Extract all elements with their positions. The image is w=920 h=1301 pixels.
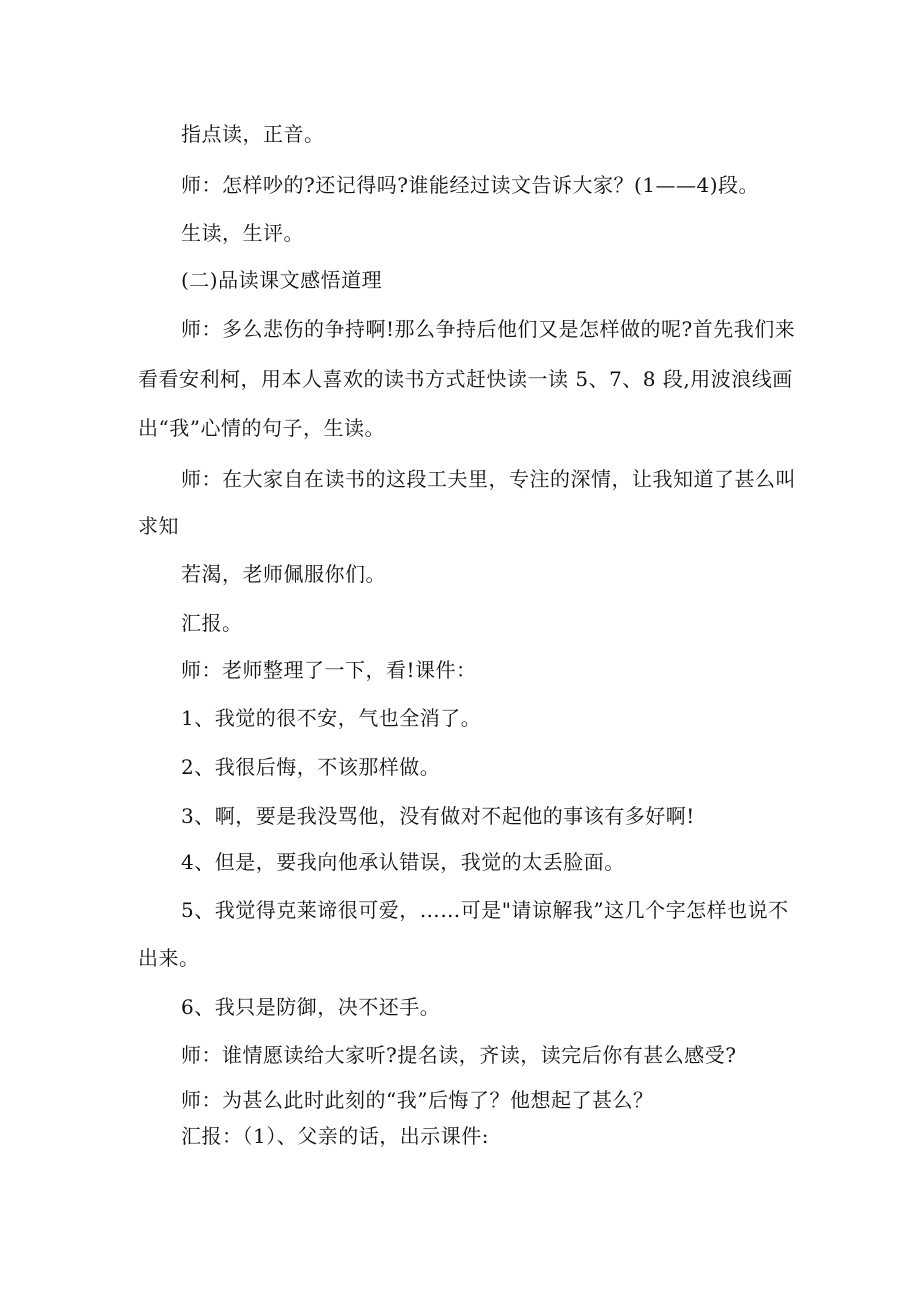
text-line: 出来。	[138, 946, 200, 970]
text-line: 师：在大家自在读书的这段工夫里，专注的深情，让我知道了甚么叫	[181, 467, 796, 491]
text-line: 汇报。	[181, 611, 243, 635]
text-line: 师：老师整理了一下，看!课件：	[181, 658, 477, 682]
list-item: 4、但是，要我向他承认错误，我觉的太丢脸面。	[181, 850, 625, 874]
list-item: 6、我只是防御，决不还手。	[181, 995, 441, 1019]
text-line: 看看安利柯，用本人喜欢的读书方式赶快读一读 5、7、8 段,用波浪线画	[138, 367, 793, 391]
text-line: 指点读，正音。	[181, 122, 325, 146]
list-item: 1、我觉的很不安，气也全消了。	[181, 706, 482, 730]
text-line: 出“我”心情的句子，生读。	[138, 416, 385, 440]
text-line: 求知	[138, 514, 179, 538]
list-item: 2、我很后悔，不该那样做。	[181, 755, 441, 779]
text-line: 汇报：（1）、父亲的话，出示课件:	[181, 1124, 489, 1148]
list-item: 3、啊，要是我没骂他，没有做对不起他的事该有多好啊!	[181, 804, 695, 828]
list-item: 5、我觉得克莱谛很可爱，……可是"请谅解我”这几个字怎样也说不	[181, 898, 789, 922]
text-line: 生读，生评。	[181, 221, 304, 245]
text-line: 师：多么悲伤的争持啊!那么争持后他们又是怎样做的呢?首先我们来	[181, 317, 796, 341]
text-line: 师：谁情愿读给大家听?提名读，齐读，读完后你有甚么感受?	[181, 1043, 737, 1067]
text-line: 若渴，老师佩服你们。	[181, 562, 386, 586]
text-line: 师：为甚么此时此刻的“我”后悔了？他想起了甚么？	[181, 1088, 654, 1112]
section-heading: (二)品读课文感悟道理	[181, 268, 383, 292]
text-line: 师：怎样吵的?还记得吗?谁能经过读文告诉大家？(1——4)段。	[181, 173, 759, 197]
